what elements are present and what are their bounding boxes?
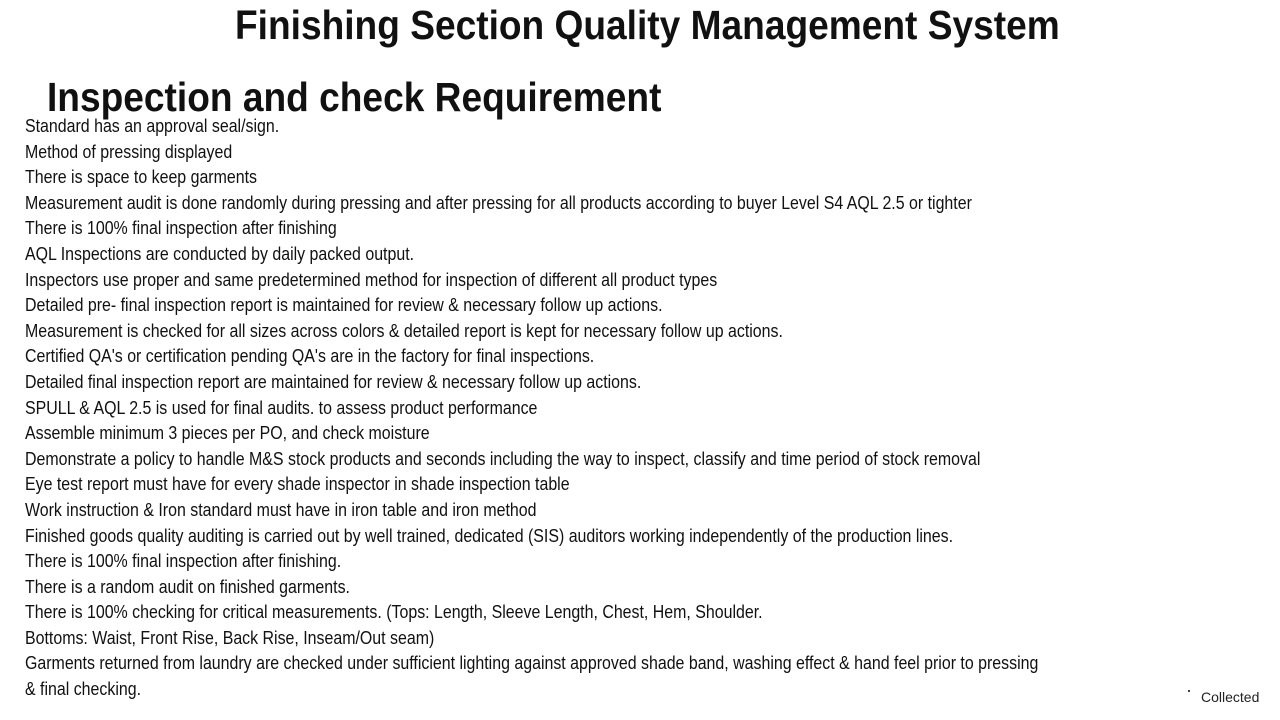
list-item: AQL Inspections are conducted by daily packed output.	[25, 243, 415, 264]
list-item: Measurement audit is done randomly during pressing and after pressing for all products according to buyer Level S4 AQL 2.5 or tighter	[25, 192, 972, 213]
list-item: & final checking.	[25, 679, 142, 700]
list-item: Finished goods quality auditing is carried out by well trained, dedicated (SIS) auditors working independently of the production lines.	[25, 525, 954, 546]
list-item: Garments returned from laundry are checked under sufficient lighting against approved shade band, washing effect & hand feel prior to pressing	[25, 653, 1039, 674]
list-item: There is 100% final inspection after finishing.	[25, 551, 342, 572]
list-item: There is space to keep garments	[25, 167, 257, 188]
list-item: Eye test report must have for every shade inspector in shade inspection table	[25, 474, 570, 495]
decorative-dot	[1188, 690, 1190, 692]
slide-title: Finishing Section Quality Management System	[235, 2, 1060, 48]
list-item: Detailed final inspection report are maintained for review & necessary follow up actions.	[25, 371, 642, 392]
list-item: There is a random audit on finished garments.	[25, 576, 350, 597]
list-item: Certified QA's or certification pending QA's are in the factory for final inspections.	[25, 346, 595, 367]
list-item: Work instruction & Iron standard must have in iron table and iron method	[25, 499, 537, 520]
list-item: Detailed pre- final inspection report is maintained for review & necessary follow up actions.	[25, 295, 663, 316]
list-item: Inspectors use proper and same predetermined method for inspection of different all product types	[25, 269, 718, 290]
list-item: There is 100% checking for critical measurements. (Tops: Length, Sleeve Length, Chest, Hem, Shoulder.	[25, 602, 763, 623]
footer-note: Collected	[1201, 689, 1260, 705]
list-item: There is 100% final inspection after finishing	[25, 218, 337, 239]
list-item: Standard has an approval seal/sign.	[25, 116, 280, 136]
list-item: SPULL & AQL 2.5 is used for final audits. to assess product performance	[25, 397, 538, 418]
list-item: Bottoms: Waist, Front Rise, Back Rise, Inseam/Out seam)	[25, 627, 435, 648]
list-item: Method of pressing displayed	[25, 141, 233, 162]
list-item: Assemble minimum 3 pieces per PO, and check moisture	[25, 423, 430, 444]
requirements-list	[25, 114, 1170, 703]
slide-subtitle: Inspection and check Requirement	[47, 74, 662, 120]
list-item: Measurement is checked for all sizes across colors & detailed report is kept for necessary follow up actions.	[25, 320, 783, 341]
list-item: Demonstrate a policy to handle M&S stock products and seconds including the way to inspect, classify and time period of stock removal	[25, 448, 981, 469]
